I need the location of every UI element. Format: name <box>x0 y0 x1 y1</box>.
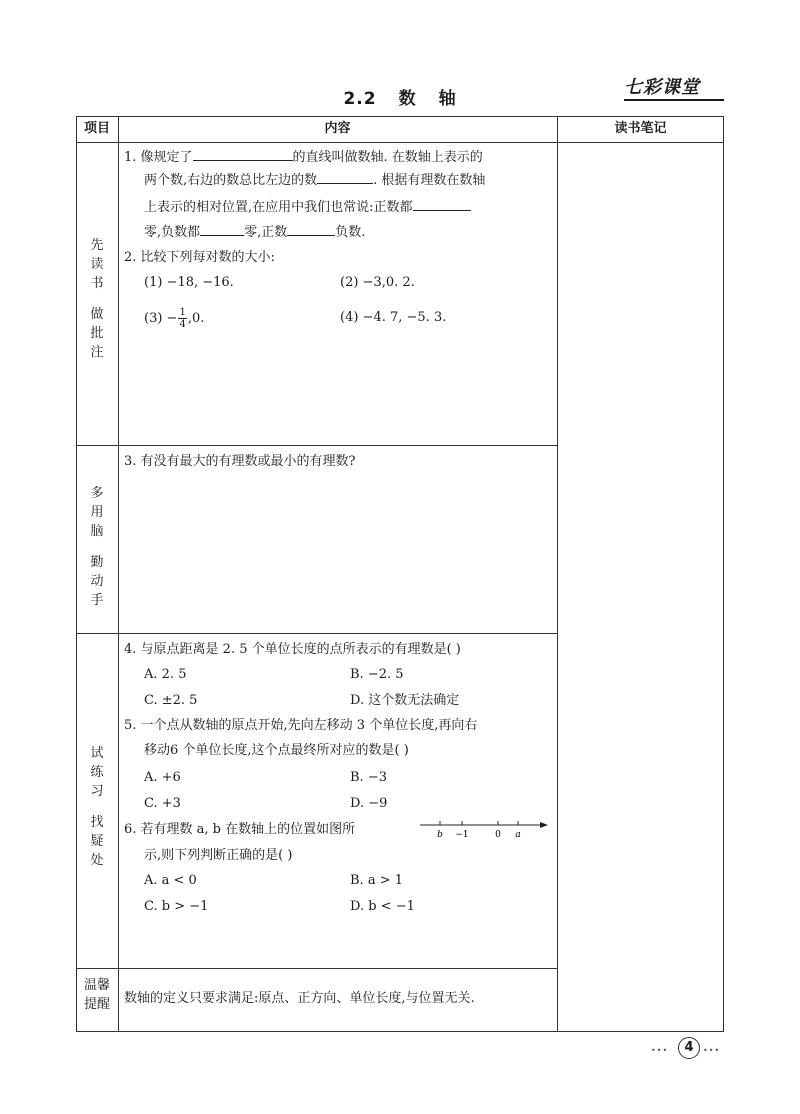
column-divider <box>118 116 119 1032</box>
q1-line3: 上表示的相对位置,在应用中我们也常说:正数都 <box>144 196 471 219</box>
dots-decoration-icon: ••• <box>651 1046 669 1055</box>
q5-stem-line2: 移动6 个单位长度,这个点最终所对应的数是( ) <box>144 743 409 758</box>
q4-stem: 4. 与原点距离是 2. 5 个单位长度的点所表示的有理数是( ) <box>124 642 461 657</box>
fill-blank[interactable] <box>200 221 244 236</box>
q2-stem: 2. 比较下列每对数的大小: <box>124 250 275 265</box>
header-content: 内容 <box>324 121 351 136</box>
section-label-tip: 温馨 提醒 <box>83 978 110 1012</box>
q6-stem-line2: 示,则下列判断正确的是( ) <box>144 848 293 863</box>
q5-option-b[interactable]: B. −3 <box>350 770 387 785</box>
fill-blank[interactable] <box>287 221 335 236</box>
fraction: $\frac{1}{4}$ <box>179 307 186 330</box>
number-line-figure <box>418 815 550 841</box>
q2-part4: (4) −4. 7, −5. 3. <box>340 310 447 325</box>
row-divider <box>76 633 557 634</box>
axis-arrow-icon <box>540 822 548 828</box>
section-label-read: 先 读 书 做 批 注 <box>90 238 104 360</box>
q2-part1: (1) −18, −16. <box>144 275 234 290</box>
label-a: a <box>515 830 521 840</box>
row-divider <box>76 445 557 446</box>
q3-stem: 3. 有没有最大的有理数或最小的有理数? <box>124 454 356 469</box>
q6-option-b[interactable]: B. a > 1 <box>350 873 403 888</box>
dots-decoration-icon: ••• <box>703 1046 721 1055</box>
page-title: 2.2 数 轴 <box>343 89 457 109</box>
page-number: 4 <box>678 1037 700 1059</box>
q5-option-a[interactable]: A. +6 <box>144 770 181 785</box>
brand-logo: 七彩课堂 <box>624 77 700 98</box>
section-label-think: 多 用 脑 勤 动 手 <box>90 486 104 608</box>
q1-line4: 零,负数都 零,正数 负数. <box>144 221 365 244</box>
q4-option-a[interactable]: A. 2. 5 <box>144 667 187 682</box>
q1-line1: 1. 像规定了 的直线叫做数轴. 在数轴上表示的 <box>124 146 483 169</box>
q5-option-d[interactable]: D. −9 <box>350 796 388 811</box>
row-divider <box>76 142 724 143</box>
q2-part3: (3) − $\frac{1}{4}$ ,0. <box>144 307 205 330</box>
row-divider <box>76 968 557 969</box>
fill-blank[interactable] <box>413 196 471 211</box>
q4-option-d[interactable]: D. 这个数无法确定 <box>350 693 460 708</box>
brand-underline <box>624 99 724 101</box>
label-zero: 0 <box>495 830 501 840</box>
tip-text: 数轴的定义只要求满足:原点、正方向、单位长度,与位置无关. <box>124 991 475 1006</box>
q1-line2: 两个数,右边的数总比左边的数 . 根据有理数在数轴 <box>144 169 485 192</box>
q6-stem-line1: 6. 若有理数 a, b 在数轴上的位置如图所 <box>124 822 356 837</box>
q4-option-c[interactable]: C. ±2. 5 <box>144 693 198 708</box>
page-number-badge <box>651 1040 725 1058</box>
label-minus-one: −1 <box>455 830 469 840</box>
q5-option-c[interactable]: C. +3 <box>144 796 181 811</box>
q2-part2: (2) −3,0. 2. <box>340 275 415 290</box>
q6-option-d[interactable]: D. b < −1 <box>350 899 415 914</box>
q6-option-c[interactable]: C. b > −1 <box>144 899 209 914</box>
q5-stem-line1: 5. 一个点从数轴的原点开始,先向左移动 3 个单位长度,再向右 <box>124 718 478 733</box>
fill-blank[interactable] <box>317 169 373 184</box>
section-label-practice: 试 练 习 找 疑 处 <box>90 746 104 868</box>
label-b: b <box>437 830 443 840</box>
q4-option-b[interactable]: B. −2. 5 <box>350 667 404 682</box>
q6-option-a[interactable]: A. a < 0 <box>144 873 197 888</box>
header-notes: 读书笔记 <box>614 121 667 136</box>
header-item: 项目 <box>83 121 110 136</box>
column-divider <box>557 116 558 1032</box>
fill-blank[interactable] <box>193 146 293 161</box>
